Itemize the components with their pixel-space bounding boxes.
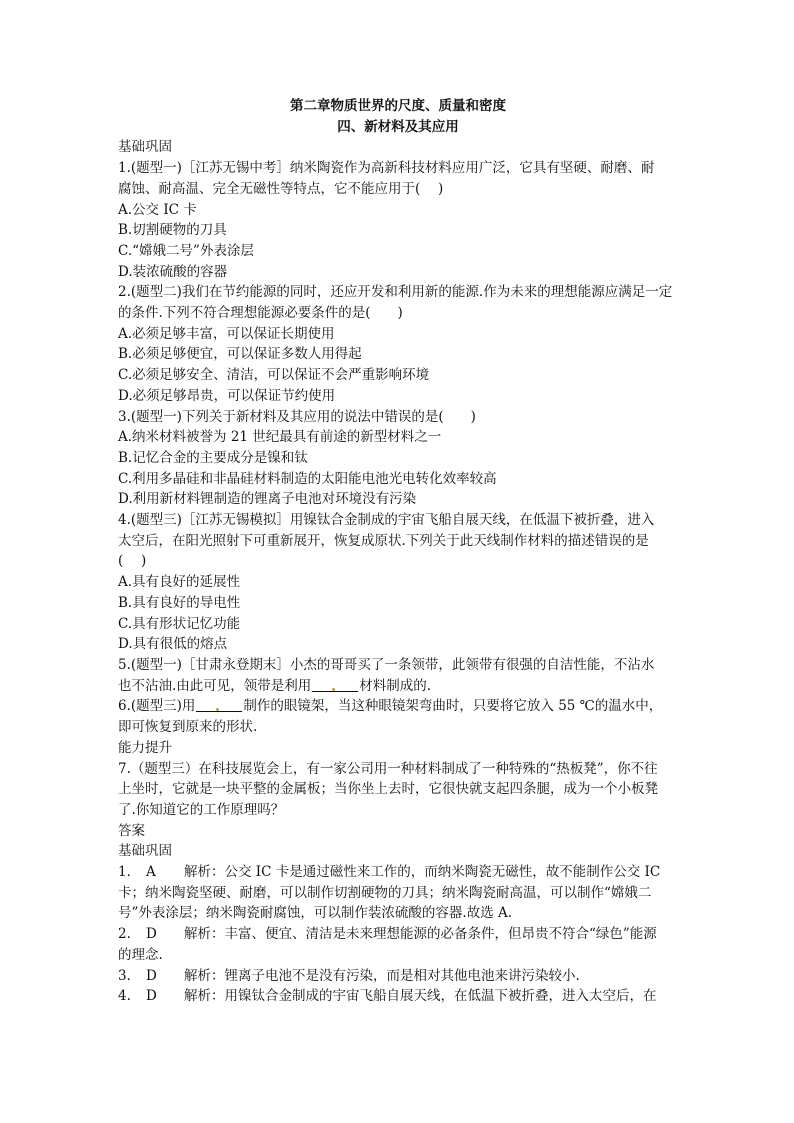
answer-explanation: 解析：公交 IC 卡是通过磁性来工作的，而纳米陶瓷无磁性，故不能制作公交 IC <box>184 864 661 881</box>
question-4-text: 4.(题型三)［江苏无锡模拟］用镍钛合金制成的宇宙飞船自展天线，在低温下被折叠，进入 <box>118 512 655 529</box>
answer-choice: D <box>146 926 157 943</box>
question-7-text: 7.（题型三）在科技展览会上，有一家公司用一种材料制成了一种特殊的“热板凳”，你不往 <box>118 760 658 777</box>
section-heading-basic-answers: 基础巩固 <box>118 843 172 860</box>
question-1-option-c: C.“嫦娥二号”外表涂层 <box>118 242 254 259</box>
answer-choice: A <box>146 864 156 881</box>
blank-dot-mark <box>332 688 335 691</box>
question-3-text: 3.(题型一)下列关于新材料及其应用的说法中错误的是( ) <box>118 408 476 425</box>
question-6-pre: 6.(题型三)用 <box>118 698 196 715</box>
question-3-option-d: D.利用新材料锂制造的锂离子电池对环境没有污染 <box>118 491 417 508</box>
answer-1-line <box>118 862 678 883</box>
question-1-option-d: D.装浓硫酸的容器 <box>118 263 228 280</box>
question-2-option-b: B.必须足够便宜，可以保证多数人用得起 <box>118 346 362 363</box>
question-7-text-cont: 上坐时，它就是一块平整的金属板；当你坐上去时，它很快就支起四条腿，成为一个小板凳 <box>118 781 658 798</box>
chapter-title: 第二章物质世界的尺度、质量和密度 <box>290 98 506 114</box>
question-2-option-a: A.必须足够丰富，可以保证长期使用 <box>118 325 335 342</box>
answer-explanation: 解析：用镍钛合金制成的宇宙飞船自展天线，在低温下被折叠，进入太空后，在 <box>184 988 657 1005</box>
question-6-text <box>118 696 678 717</box>
answer-number: 2. <box>118 926 131 943</box>
question-5-text: 5.(题型一)［甘肃永登期末］小杰的哥哥买了一条领带，此领带有很强的自洁性能，不沾水 <box>118 656 655 673</box>
question-1-text-cont: 腐蚀、耐高温、完全无磁性等特点，它不能应用于( ) <box>118 180 444 197</box>
answer-2-line <box>118 924 678 945</box>
question-3-option-b: B.记忆合金的主要成分是镍和钛 <box>118 449 308 466</box>
answer-3-line <box>118 966 678 987</box>
answer-number: 4. <box>118 988 131 1005</box>
blank-dot-mark <box>216 708 219 711</box>
question-2-option-c: C.必须足够安全、清洁，可以保证不会严重影响环境 <box>118 367 430 384</box>
section-heading-advanced: 能力提升 <box>118 739 172 756</box>
question-4-option-b: B.具有良好的导电性 <box>118 594 241 611</box>
question-4-option-d: D.具有很低的熔点 <box>118 636 228 653</box>
answer-choice: D <box>146 988 157 1005</box>
question-1-text: 1.(题型一)［江苏无锡中考］纳米陶瓷作为高新科技材料应用广泛，它具有坚硬、耐磨、耐 <box>118 160 655 177</box>
question-1-option-a: A.公交 IC 卡 <box>118 201 197 218</box>
question-4-option-a: A.具有良好的延展性 <box>118 574 241 591</box>
section-title: 四、新材料及其应用 <box>337 118 459 135</box>
question-3-option-c: C.利用多晶硅和非晶硅材料制造的太阳能电池光电转化效率较高 <box>118 470 497 487</box>
answer-4-line <box>118 986 678 1007</box>
answer-1-line-3: 号”外表涂层；纳米陶瓷耐腐蚀，可以制作装浓硫酸的容器.故选 A. <box>118 905 513 922</box>
answer-explanation: 解析：锂离子电池不是没有污染，而是相对其他电池来讲污染较小. <box>184 967 580 984</box>
question-4-text-paren: ( ) <box>118 553 147 570</box>
question-1-option-b: B.切割硬物的刀具 <box>118 222 227 239</box>
question-5-text-cont <box>118 676 678 697</box>
question-2-option-d: D.必须足够昂贵，可以保证节约使用 <box>118 387 336 404</box>
question-2-text-cont: 的条件.下列不符合理想能源必要条件的是( ) <box>118 305 403 322</box>
answer-choice: D <box>146 967 157 984</box>
question-7-text-end: 了.你知道它的工作原理吗？ <box>118 801 285 818</box>
question-4-option-c: C.具有形状记忆功能 <box>118 615 241 632</box>
question-6-text-cont: 即可恢复到原来的形状. <box>118 719 258 736</box>
answer-number: 3. <box>118 967 131 984</box>
answer-explanation: 解析：丰富、便宜、清洁是未来理想能源的必备条件，但昂贵不符合“绿色”能源 <box>184 926 657 943</box>
question-5-post: 材料制成的. <box>359 677 432 694</box>
question-3-option-a: A.纳米材料被誉为 21 世纪最具有前途的新型材料之一 <box>118 429 442 446</box>
section-heading-answer: 答案 <box>118 822 145 839</box>
question-6-blank <box>196 697 242 712</box>
answer-2-line-2: 的理念. <box>118 946 163 963</box>
question-2-text: 2.(题型二)我们在节约能源的同时，还应开发和利用新的能源.作为未来的理想能源应满足一定 <box>118 284 673 301</box>
question-5-pre: 也不沾油.由此可见，领带是利用 <box>118 677 312 694</box>
answer-1-line-2: 卡；纳米陶瓷坚硬、耐磨，可以制作切割硬物的刀具；纳米陶瓷耐高温，可以制作“嫦娥二 <box>118 884 652 901</box>
answer-number: 1. <box>118 864 131 881</box>
question-6-post: 制作的眼镜架，当这种眼镜架弯曲时，只要将它放入 55 ℃的温水中， <box>243 698 663 715</box>
section-heading-basic: 基础巩固 <box>118 139 172 156</box>
document-page <box>118 96 678 1007</box>
question-4-text-cont: 太空后，在阳光照射下可重新展开，恢复成原状.下列关于此天线制作材料的描述错误的是 <box>118 532 649 549</box>
question-5-blank <box>312 677 358 692</box>
